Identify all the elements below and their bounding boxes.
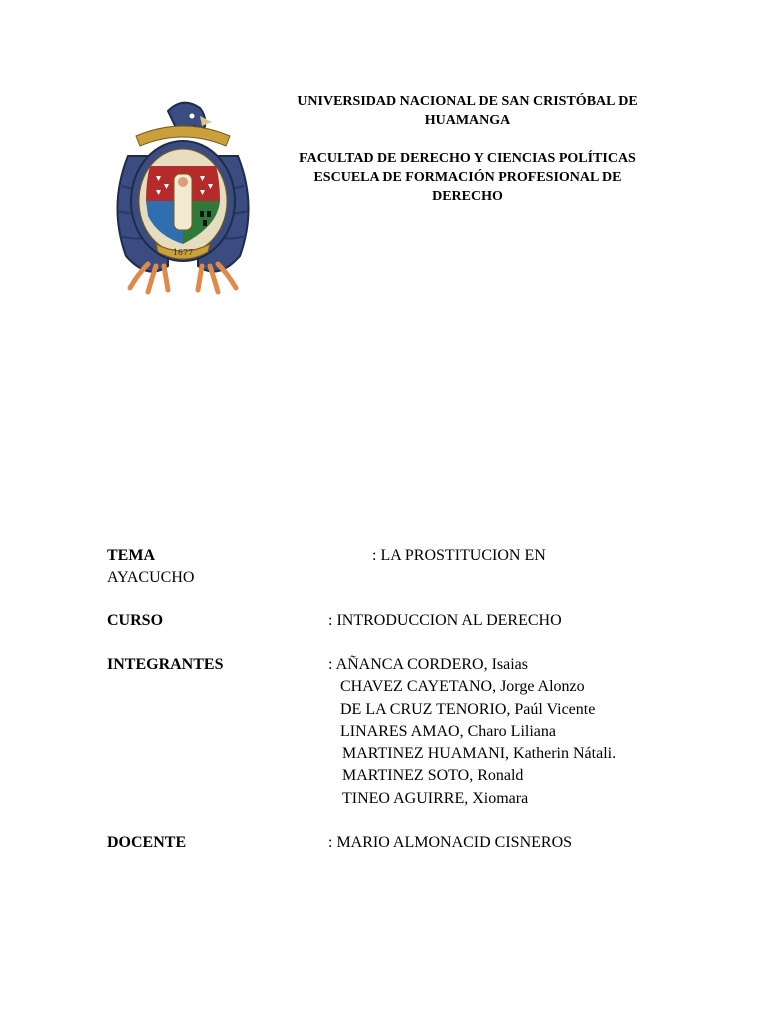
university-name <box>280 92 655 130</box>
curso-label: CURSO <box>107 612 164 629</box>
faculty-line-3: DERECHO <box>432 189 503 204</box>
university-crest-eagle-icon <box>108 96 258 296</box>
member-item: CHAVEZ CAYETANO, Jorge Alonzo <box>340 678 585 696</box>
docente-value: : MARIO ALMONACID CISNEROS <box>328 834 573 851</box>
members-list <box>328 654 616 810</box>
member-item: : AÑANCA CORDERO, Isaias <box>328 656 529 673</box>
member-item: MARTINEZ HUAMANI, Katherin Nátali. <box>342 745 617 763</box>
tema-value: : LA PROSTITUCION EN <box>372 547 546 564</box>
university-line-2: HUAMANGA <box>424 113 511 128</box>
member-item: LINARES AMAO, Charo Liliana <box>340 722 556 740</box>
member-item: MARTINEZ SOTO, Ronald <box>342 767 524 785</box>
faculty-line-1: FACULTAD DE DERECHO Y CIENCIAS POLÍTICAS <box>299 151 636 166</box>
curso-value: : INTRODUCCION AL DERECHO <box>328 612 562 629</box>
faculty-line-2: ESCUELA DE FORMACIÓN PROFESIONAL DE <box>313 170 622 185</box>
integrantes-label: INTEGRANTES <box>107 656 224 673</box>
member-item: DE LA CRUZ TENORIO, Paúl Vicente <box>340 700 596 718</box>
docente-label: DOCENTE <box>107 834 187 851</box>
tema-value-continued: AYACUCHO <box>107 569 195 586</box>
crest-year: 1677 <box>172 248 194 257</box>
university-line-1: UNIVERSIDAD NACIONAL DE SAN CRISTÓBAL DE <box>297 94 638 109</box>
member-item: TINEO AGUIRRE, Xiomara <box>342 789 529 807</box>
faculty-name <box>280 149 655 206</box>
tema-label: TEMA <box>107 547 155 564</box>
